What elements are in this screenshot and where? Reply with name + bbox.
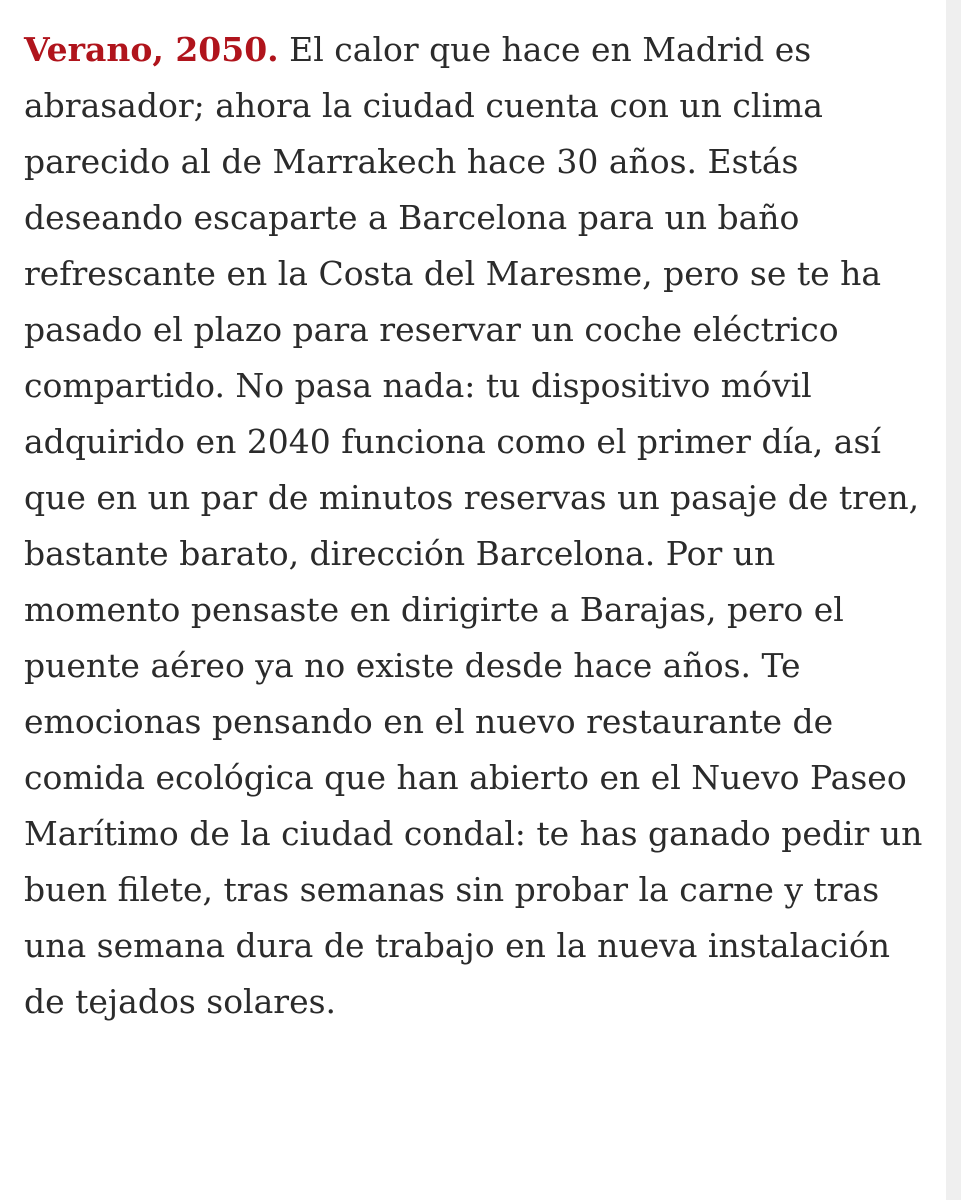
page-margin: [946, 0, 961, 1200]
article-body-text: El calor que hace en Madrid es abrasador; ahora la ciudad cuenta con un clima parecido al de Marrakech hace 30 años. Estás deseando escaparte a Barcelona para un baño refrescante en la Costa del Maresme, pero se te ha pasado el plazo para reservar un coche eléctrico compartido. No pasa nada: tu dispositivo móvil adquirido en 2040 funciona como el primer día, así que en un par de minutos reservas un pasaje de tren, bastante barato, dirección Barcelona. Por un momento pensaste en dirigirte a Barajas, pero el puente aéreo ya no existe desde hace años. Te emocionas pensando en el nuevo restaurante de comida ecológica que han abierto en el Nuevo Paseo Marítimo de la ciudad condal: te has ganado pedir un buen filete, tras semanas sin probar la carne y tras una semana dura de trabajo en la nueva instalación de tejados solares.: [24, 30, 923, 1021]
dateline: Verano, 2050.: [24, 30, 279, 69]
article-paragraph: [24, 22, 926, 1030]
